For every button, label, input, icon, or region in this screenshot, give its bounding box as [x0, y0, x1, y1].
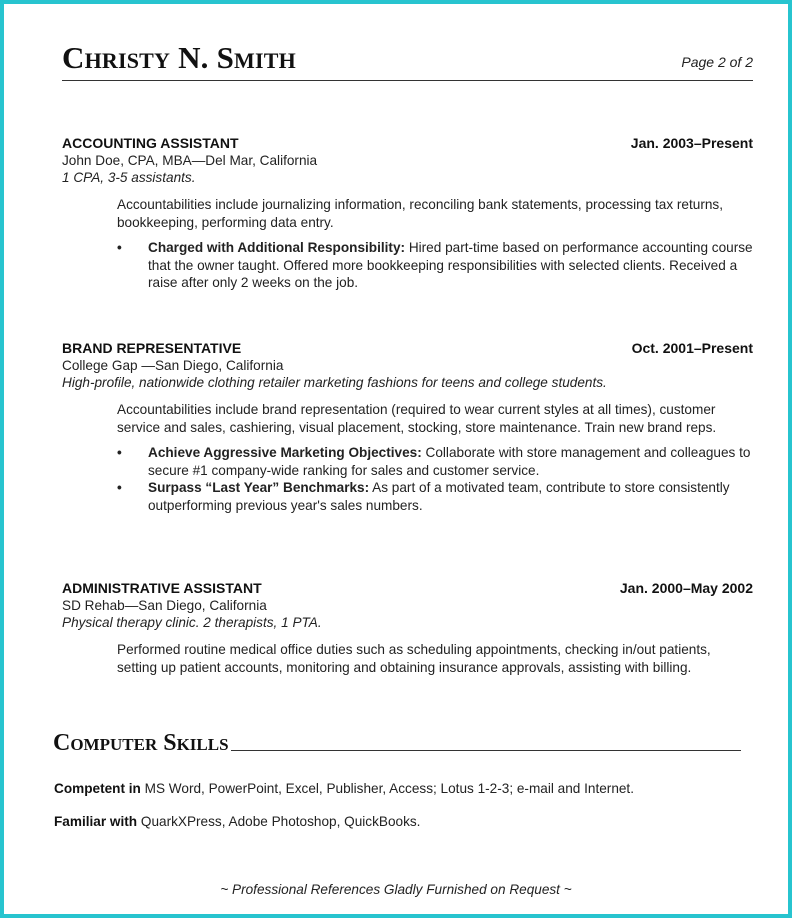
- skill-line-familiar: [54, 814, 420, 829]
- achievement-item: [117, 479, 753, 514]
- achievement-text: Hired part-time based on performance accounting course that the owner taught. Offered more bookkeeping responsibilities with selected clients. Received a raise after only 2 weeks on the job.: [148, 240, 753, 290]
- job-title: BRAND REPRESENTATIVE: [62, 340, 242, 356]
- job-description: 1 CPA, 3-5 assistants.: [62, 170, 196, 185]
- job-dates: Oct. 2001–Present: [631, 340, 753, 356]
- job-description: Physical therapy clinic. 2 therapists, 1 PTA.: [62, 615, 322, 630]
- job-employer: SD Rehab—San Diego, California: [62, 598, 267, 613]
- bullet-icon: •: [117, 240, 122, 255]
- skill-label: Familiar with: [54, 814, 138, 829]
- header-divider: [62, 80, 753, 81]
- skill-label: Competent in: [54, 781, 141, 796]
- achievement-item: [117, 239, 753, 292]
- job-header: [62, 340, 753, 357]
- achievement-lead: Achieve Aggressive Marketing Objectives:: [148, 445, 422, 460]
- achievement-item: [117, 444, 753, 479]
- job-header: [62, 580, 753, 597]
- job-title: ADMINISTRATIVE ASSISTANT: [62, 580, 262, 596]
- bullet-icon: •: [117, 480, 122, 495]
- job-dates: Jan. 2000–May 2002: [619, 580, 753, 596]
- achievement-lead: Charged with Additional Responsibility:: [148, 240, 406, 255]
- achievement-list: [117, 239, 753, 292]
- achievement-lead: Surpass “Last Year” Benchmarks:: [148, 480, 370, 495]
- section-heading-computer-skills: Computer Skills: [53, 730, 229, 756]
- skill-line-competent: [54, 781, 634, 796]
- job-header: [62, 135, 753, 152]
- job-entry-administrative-assistant: [62, 580, 753, 676]
- job-summary: Accountabilities include brand representation (required to wear current styles at all times), customer service and sales, cashiering, visual placement, stocking, store maintenance. Train new brand reps.: [117, 402, 717, 435]
- achievement-list: [117, 444, 753, 514]
- section-divider: [231, 750, 741, 751]
- job-body: [117, 196, 753, 292]
- job-title: ACCOUNTING ASSISTANT: [62, 135, 239, 151]
- achievement-text: As part of a motivated team, contribute to store consistently outperforming previous year's sales numbers.: [148, 480, 730, 513]
- bullet-icon: •: [117, 445, 122, 460]
- skill-list: QuarkXPress, Adobe Photoshop, QuickBooks.: [140, 814, 421, 829]
- achievement-text: Collaborate with store management and colleagues to secure #1 company-wide ranking for sales and customer service.: [148, 445, 751, 478]
- job-dates: Jan. 2003–Present: [630, 135, 753, 151]
- resume-page: [4, 4, 788, 914]
- page-number: Page 2 of 2: [681, 54, 753, 70]
- skill-list: MS Word, PowerPoint, Excel, Publisher, Access; Lotus 1-2-3; e-mail and Internet.: [144, 781, 634, 796]
- job-body: [117, 641, 753, 676]
- job-employer: John Doe, CPA, MBA—Del Mar, California: [62, 153, 318, 168]
- job-employer: College Gap —San Diego, California: [62, 358, 284, 373]
- job-entry-accounting-assistant: [62, 135, 753, 292]
- job-summary: Performed routine medical office duties such as scheduling appointments, checking in/out patients, setting up patient accounts, monitoring and obtaining insurance approvals, assisting with billing.: [117, 642, 711, 675]
- job-summary: Accountabilities include journalizing information, reconciling bank statements, processing tax returns, bookkeeping, performing data entry.: [117, 197, 723, 230]
- job-body: [117, 401, 753, 514]
- candidate-name: Christy N. Smith: [62, 40, 296, 75]
- references-note: ~ Professional References Gladly Furnished on Request ~: [220, 882, 572, 897]
- job-description: High-profile, nationwide clothing retailer marketing fashions for teens and college students.: [62, 375, 607, 390]
- job-entry-brand-representative: [62, 340, 753, 514]
